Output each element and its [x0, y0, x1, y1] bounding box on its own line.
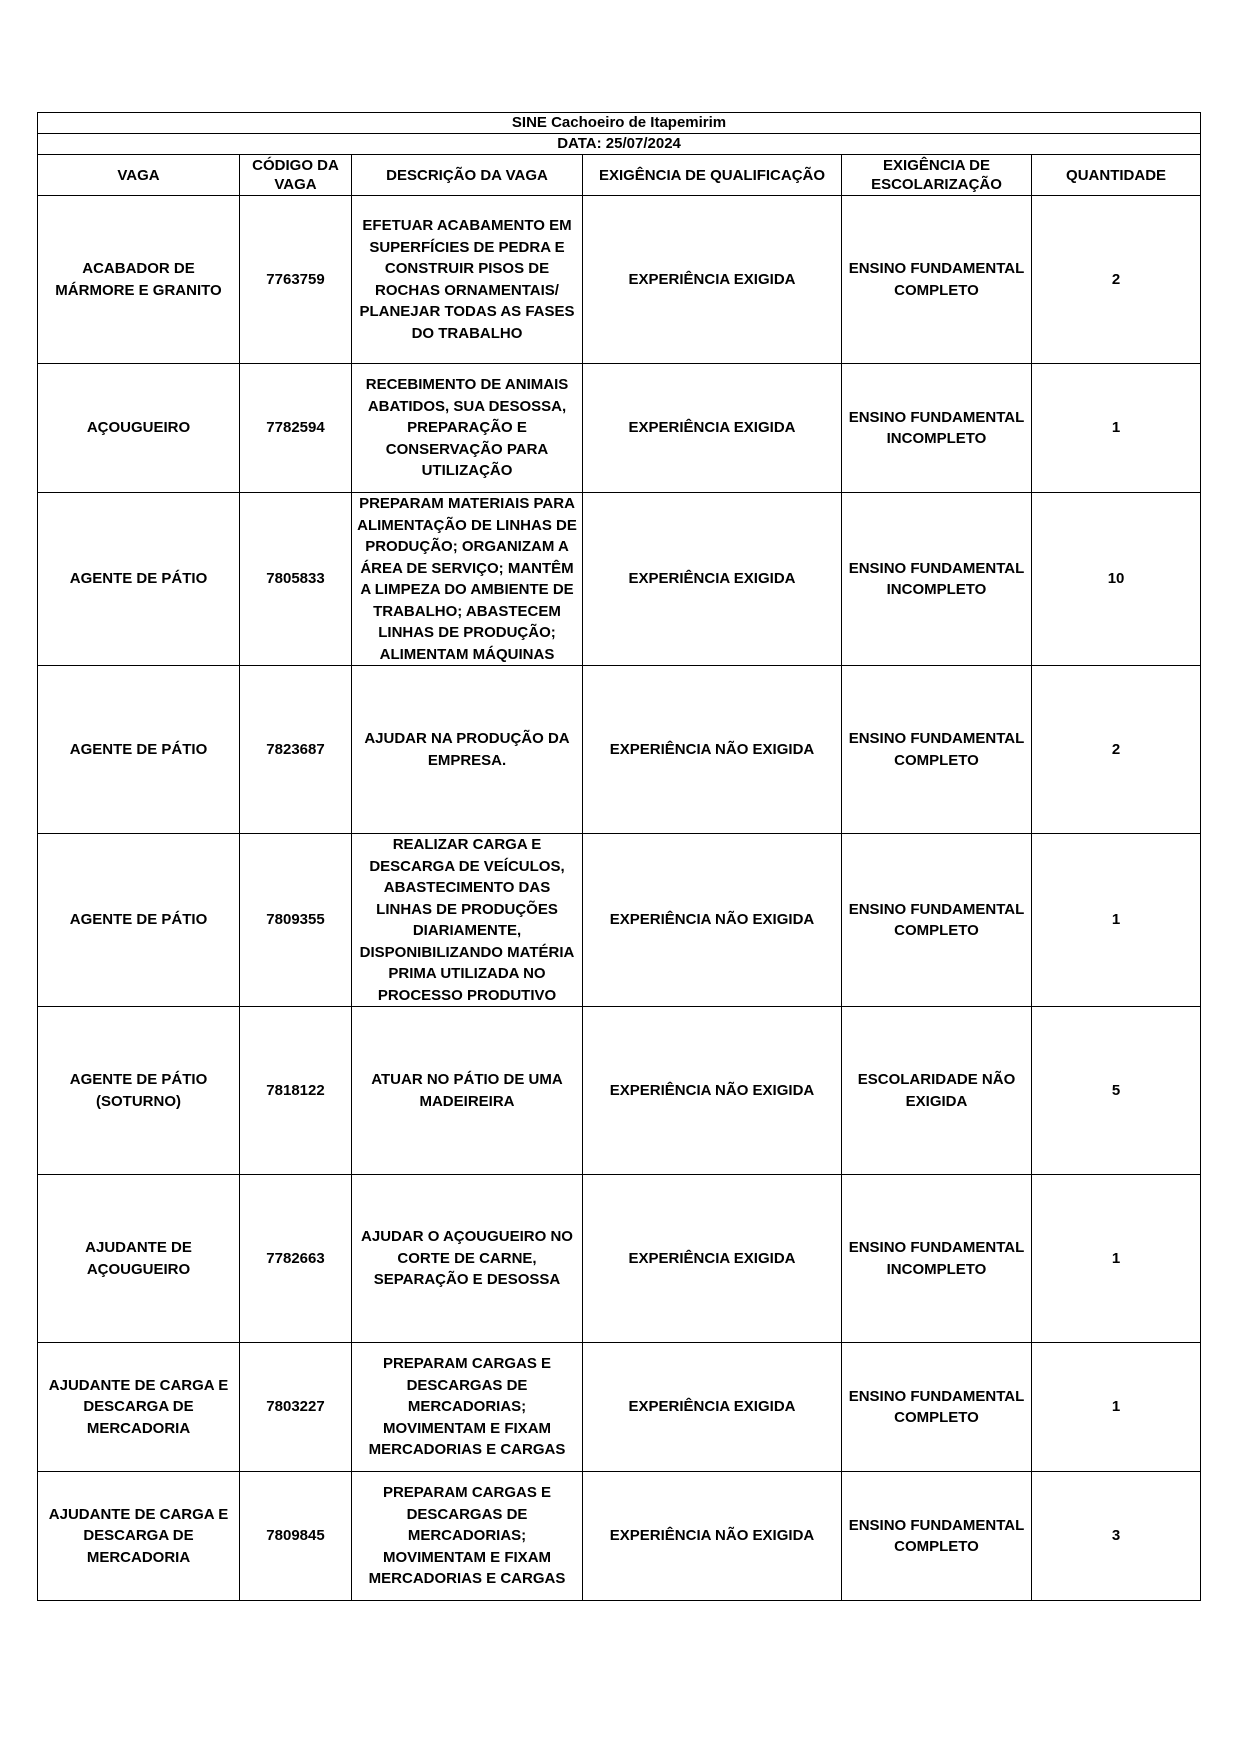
- table-row: [38, 1007, 1201, 1175]
- header-qualificacao: EXIGÊNCIA DE QUALIFICAÇÃO: [583, 155, 842, 196]
- cell-vaga: AGENTE DE PÁTIO (SOTURNO): [38, 1007, 240, 1175]
- cell-quantidade: 5: [1032, 1007, 1201, 1175]
- sheet-date: DATA: 25/07/2024: [38, 134, 1201, 155]
- table-row: [38, 493, 1201, 666]
- cell-qualificacao: EXPERIÊNCIA EXIGIDA: [583, 196, 842, 364]
- table-row: [38, 196, 1201, 364]
- header-vaga: VAGA: [38, 155, 240, 196]
- header-quantidade: QUANTIDADE: [1032, 155, 1201, 196]
- cell-qualificacao: EXPERIÊNCIA EXIGIDA: [583, 493, 842, 666]
- title-row: [38, 113, 1201, 134]
- cell-escolarizacao: ENSINO FUNDAMENTAL COMPLETO: [842, 1343, 1032, 1472]
- cell-escolarizacao: ENSINO FUNDAMENTAL COMPLETO: [842, 196, 1032, 364]
- job-vacancies-table: [37, 112, 1201, 1601]
- cell-qualificacao: EXPERIÊNCIA NÃO EXIGIDA: [583, 1472, 842, 1601]
- cell-codigo: 7809845: [240, 1472, 352, 1601]
- cell-vaga: AGENTE DE PÁTIO: [38, 493, 240, 666]
- cell-vaga: AJUDANTE DE CARGA E DESCARGA DE MERCADORIA: [38, 1472, 240, 1601]
- header-descricao: DESCRIÇÃO DA VAGA: [352, 155, 583, 196]
- cell-vaga: AÇOUGUEIRO: [38, 364, 240, 493]
- cell-escolarizacao: ENSINO FUNDAMENTAL COMPLETO: [842, 834, 1032, 1007]
- cell-descricao: EFETUAR ACABAMENTO EM SUPERFÍCIES DE PEDRA E CONSTRUIR PISOS DE ROCHAS ORNAMENTAIS/ PLANEJAR TODAS AS FASES DO TRABALHO: [352, 196, 583, 364]
- cell-descricao: RECEBIMENTO DE ANIMAIS ABATIDOS, SUA DESOSSA, PREPARAÇÃO E CONSERVAÇÃO PARA UTILIZAÇÃO: [352, 364, 583, 493]
- cell-descricao: PREPARAM MATERIAIS PARA ALIMENTAÇÃO DE LINHAS DE PRODUÇÃO; ORGANIZAM A ÁREA DE SERVIÇO; MANTÊM A LIMPEZA DO AMBIENTE DE TRABALHO; ABASTECEM LINHAS DE PRODUÇÃO; ALIMENTAM MÁQUINAS: [352, 493, 583, 666]
- cell-quantidade: 1: [1032, 1343, 1201, 1472]
- cell-qualificacao: EXPERIÊNCIA EXIGIDA: [583, 1175, 842, 1343]
- cell-codigo: 7823687: [240, 666, 352, 834]
- cell-codigo: 7803227: [240, 1343, 352, 1472]
- table-row: [38, 1472, 1201, 1601]
- cell-quantidade: 3: [1032, 1472, 1201, 1601]
- cell-escolarizacao: ENSINO FUNDAMENTAL COMPLETO: [842, 666, 1032, 834]
- cell-escolarizacao: ENSINO FUNDAMENTAL INCOMPLETO: [842, 1175, 1032, 1343]
- date-row: [38, 134, 1201, 155]
- cell-descricao: PREPARAM CARGAS E DESCARGAS DE MERCADORIAS; MOVIMENTAM E FIXAM MERCADORIAS E CARGAS: [352, 1472, 583, 1601]
- cell-escolarizacao: ESCOLARIDADE NÃO EXIGIDA: [842, 1007, 1032, 1175]
- cell-qualificacao: EXPERIÊNCIA EXIGIDA: [583, 1343, 842, 1472]
- cell-codigo: 7763759: [240, 196, 352, 364]
- cell-quantidade: 2: [1032, 196, 1201, 364]
- cell-quantidade: 1: [1032, 834, 1201, 1007]
- cell-descricao: REALIZAR CARGA E DESCARGA DE VEÍCULOS, ABASTECIMENTO DAS LINHAS DE PRODUÇÕES DIARIAMENTE, DISPONIBILIZANDO MATÉRIA PRIMA UTILIZADA NO PROCESSO PRODUTIVO: [352, 834, 583, 1007]
- cell-descricao: AJUDAR O AÇOUGUEIRO NO CORTE DE CARNE, SEPARAÇÃO E DESOSSA: [352, 1175, 583, 1343]
- cell-vaga: AGENTE DE PÁTIO: [38, 834, 240, 1007]
- sheet-title: SINE Cachoeiro de Itapemirim: [38, 113, 1201, 134]
- cell-vaga: AJUDANTE DE CARGA E DESCARGA DE MERCADORIA: [38, 1343, 240, 1472]
- cell-descricao: PREPARAM CARGAS E DESCARGAS DE MERCADORIAS; MOVIMENTAM E FIXAM MERCADORIAS E CARGAS: [352, 1343, 583, 1472]
- cell-qualificacao: EXPERIÊNCIA NÃO EXIGIDA: [583, 666, 842, 834]
- table-row: [38, 834, 1201, 1007]
- header-escolarizacao: EXIGÊNCIA DE ESCOLARIZAÇÃO: [842, 155, 1032, 196]
- cell-quantidade: 2: [1032, 666, 1201, 834]
- cell-escolarizacao: ENSINO FUNDAMENTAL COMPLETO: [842, 1472, 1032, 1601]
- cell-descricao: AJUDAR NA PRODUÇÃO DA EMPRESA.: [352, 666, 583, 834]
- cell-qualificacao: EXPERIÊNCIA NÃO EXIGIDA: [583, 834, 842, 1007]
- cell-vaga: AGENTE DE PÁTIO: [38, 666, 240, 834]
- header-row: [38, 155, 1201, 196]
- cell-descricao: ATUAR NO PÁTIO DE UMA MADEIREIRA: [352, 1007, 583, 1175]
- cell-qualificacao: EXPERIÊNCIA EXIGIDA: [583, 364, 842, 493]
- cell-escolarizacao: ENSINO FUNDAMENTAL INCOMPLETO: [842, 493, 1032, 666]
- cell-vaga: AJUDANTE DE AÇOUGUEIRO: [38, 1175, 240, 1343]
- cell-codigo: 7782663: [240, 1175, 352, 1343]
- cell-codigo: 7805833: [240, 493, 352, 666]
- header-codigo: CÓDIGO DA VAGA: [240, 155, 352, 196]
- table-row: [38, 364, 1201, 493]
- cell-quantidade: 10: [1032, 493, 1201, 666]
- cell-codigo: 7809355: [240, 834, 352, 1007]
- cell-quantidade: 1: [1032, 364, 1201, 493]
- table-row: [38, 1343, 1201, 1472]
- cell-vaga: ACABADOR DE MÁRMORE E GRANITO: [38, 196, 240, 364]
- table-row: [38, 666, 1201, 834]
- cell-quantidade: 1: [1032, 1175, 1201, 1343]
- cell-qualificacao: EXPERIÊNCIA NÃO EXIGIDA: [583, 1007, 842, 1175]
- cell-codigo: 7818122: [240, 1007, 352, 1175]
- table-row: [38, 1175, 1201, 1343]
- cell-escolarizacao: ENSINO FUNDAMENTAL INCOMPLETO: [842, 364, 1032, 493]
- cell-codigo: 7782594: [240, 364, 352, 493]
